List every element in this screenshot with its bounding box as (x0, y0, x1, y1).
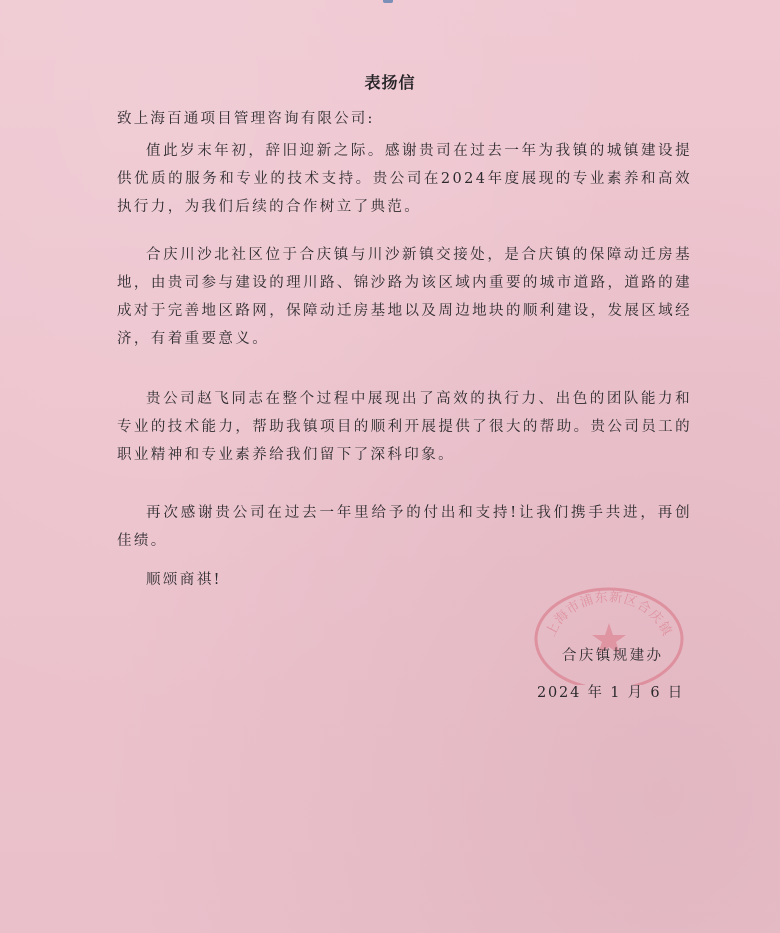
letter-paragraph-2: 合庆川沙北社区位于合庆镇与川沙新镇交接处，是合庆镇的保障动迁房基地，由贵司参与建设的理川路、锦沙路为该区域内重要的城市道路，道路的建成对于完善地区路网，保障动迁房基地以及周边地块的顺利建设，发展区域经济，有着重要意义。 (117, 247, 692, 347)
letter-date: 2024 年 1 月 6 日 (537, 685, 685, 701)
letter-paragraph-1: 值此岁末年初，辞旧迎新之际。感谢贵司在过去一年为我镇的城镇建设提供优质的服务和专业的技术支持。贵公司在2024年度展现的专业素养和高效执行力，为我们后续的合作树立了典范。 (117, 143, 692, 215)
clip-mark (383, 0, 393, 3)
letter-title: 表扬信 (364, 73, 416, 92)
letter-closing: 顺颂商祺! (146, 572, 222, 588)
official-seal-stamp (530, 583, 688, 685)
letter-salutation: 致上海百通项目管理咨询有限公司: (117, 111, 375, 127)
seal-text: 上海市浦东新区合庆镇 (543, 590, 675, 640)
letter-signature: 合庆镇规建办 (562, 648, 664, 664)
letter-paragraph-4: 再次感谢贵公司在过去一年里给予的付出和支持!让我们携手共进，再创佳绩。 (117, 505, 692, 549)
letter-paragraph-3: 贵公司赵飞同志在整个过程中展现出了高效的执行力、出色的团队能力和专业的技术能力，帮助我镇项目的顺利开展提供了很大的帮助。贵公司员工的职业精神和专业素养给我们留下了深科印象。 (117, 391, 692, 463)
